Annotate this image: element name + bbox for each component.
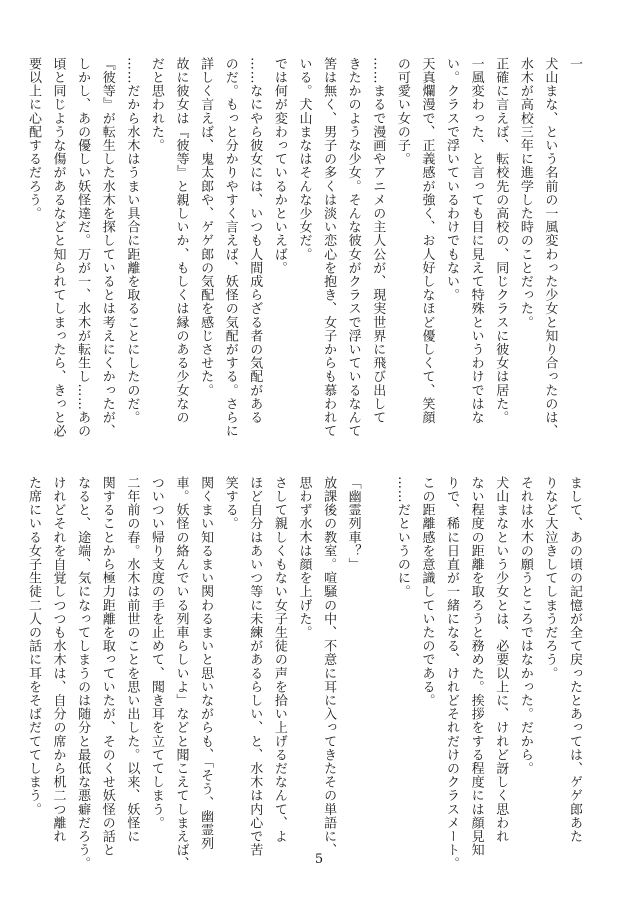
text-line: なると、途端、気になってしまうのは随分と最低な悪癖だろう。 bbox=[75, 476, 91, 871]
text-line: きたかのような少女。そんな彼女がクラスで浮いているなんて bbox=[345, 57, 361, 438]
section-number: 一 bbox=[567, 57, 582, 71]
text-line: 関することから極力距離を取っていたが、そのくせ妖怪の話と bbox=[99, 476, 115, 857]
text-line: ……だから水木はうまい具合に距離を取ることにしたのだ。 bbox=[124, 57, 140, 425]
text-line: それは水木の願うところではなかった。だから。 bbox=[517, 476, 533, 776]
text-line: しかし、あの優しい妖怪達だ。万が一、水木が転生し……あの bbox=[75, 57, 91, 438]
text-line: 筈は無く、男子の多くは淡い恋心を抱き、女子からも慕われて bbox=[321, 57, 337, 438]
text-line: ……だというのに。 bbox=[394, 476, 410, 599]
text-line: 水木が高校三年に進学した時のことだった。 bbox=[517, 57, 533, 329]
text-line: だと思われた。 bbox=[148, 57, 164, 153]
text-block-top bbox=[25, 57, 586, 447]
text-line: 故に彼女は『彼等』と親しいか、もしくは縁のある少女なの bbox=[173, 57, 189, 425]
text-line: りで、稀に日直が一緒になる、けれどそれだけのクラスメート。 bbox=[444, 476, 460, 871]
text-line: いる。犬山まなはそんな少女だ。 bbox=[296, 57, 312, 261]
text-line: けれどそれを自覚しつつも水木は、自分の席から机二つ離れ bbox=[50, 476, 66, 844]
text-line: 関くまい知るまい関わるまいと思いながらも、「そう、幽霊列 bbox=[198, 476, 214, 851]
text-line: ない程度の距離を取ろうと務めた。挨拶をする程度には顔見知 bbox=[468, 476, 484, 857]
text-line: の可愛い女の子。 bbox=[394, 57, 410, 166]
text-line: 犬山まな、という名前の一風変わった少女と知り合ったのは、 bbox=[542, 57, 558, 438]
text-line: りなど大泣きしてしまうだろう。 bbox=[542, 476, 558, 680]
page-number: 5 bbox=[314, 852, 324, 867]
text-line: 『彼等』が転生した水木を探しているとは考えにくかったが、 bbox=[99, 57, 115, 438]
text-line: まして、あの頃の記憶が全て戻ったとあっては、ゲゲ郎あた bbox=[567, 476, 582, 844]
text-line: 天真爛漫で、正義感が強く、お人好しなほど優しくて、笑顔 bbox=[419, 57, 435, 425]
text-line: た席にいる女子生徒二人の話に耳をそばだててしまう。 bbox=[25, 476, 41, 816]
text-line: 二年前の春。水木は前世のことを思い出した。以来、妖怪に bbox=[124, 476, 140, 844]
text-line: い。クラスで浮いているわけでもない。 bbox=[444, 57, 460, 302]
text-line: ……なにやら彼女には、いつも人間成らざる者の気配がある bbox=[247, 57, 263, 425]
text-line: 要以上に心配するだろう。 bbox=[25, 57, 41, 221]
text-line: 詳しく言えば、鬼太郎や、ゲゲ郎の気配を感じさせた。 bbox=[198, 57, 214, 397]
text-line: 正確に言えば、転校先の高校の、同じクラスに彼女は居た。 bbox=[493, 57, 509, 425]
text-line: 車。妖怪の絡んでいる列車らしいよ」などと聞こえてしまえば、 bbox=[173, 476, 189, 871]
text-line: 一風変わった、と言っても目に見えて特殊というわけではな bbox=[468, 57, 484, 425]
text-line: 「幽霊列車？」 bbox=[345, 476, 361, 572]
blank-line bbox=[365, 476, 390, 836]
text-line: 放課後の教室。喧騒の中、不意に耳に入ってきたその単語に、 bbox=[321, 476, 337, 857]
text-line: ほど自分はあいつ等に未練があるらしい、と、水木は内心で苦 bbox=[247, 476, 263, 857]
text-line: ついつい帰り支度の手を止めて、聞き耳を立ててしまう。 bbox=[148, 476, 164, 830]
text-line: 笑する。 bbox=[222, 476, 238, 531]
text-line: 思わず水木は顔を上げた。 bbox=[296, 476, 312, 640]
text-line: 頃と同じような傷があるなどと知られてしまったら、きっと必 bbox=[50, 57, 66, 438]
text-line: 犬山まなという少女とは、必要以上に、けれど訝しく思われ bbox=[493, 476, 509, 844]
text-line: さして親しくもない女子生徒の声を拾い上げるだなんて、よ bbox=[271, 476, 287, 844]
text-line: この距離感を意識していたのである。 bbox=[419, 476, 435, 708]
text-line: では何が変わっているかといえば。 bbox=[271, 57, 287, 275]
text-line: ……まるで漫画やアニメの主人公が、現実世界に飛び出して bbox=[370, 57, 386, 425]
text-block-bottom bbox=[25, 476, 586, 871]
text-line: のだ。もっと分かりやすく言えば、妖怪の気配がする。さらに bbox=[222, 57, 238, 438]
